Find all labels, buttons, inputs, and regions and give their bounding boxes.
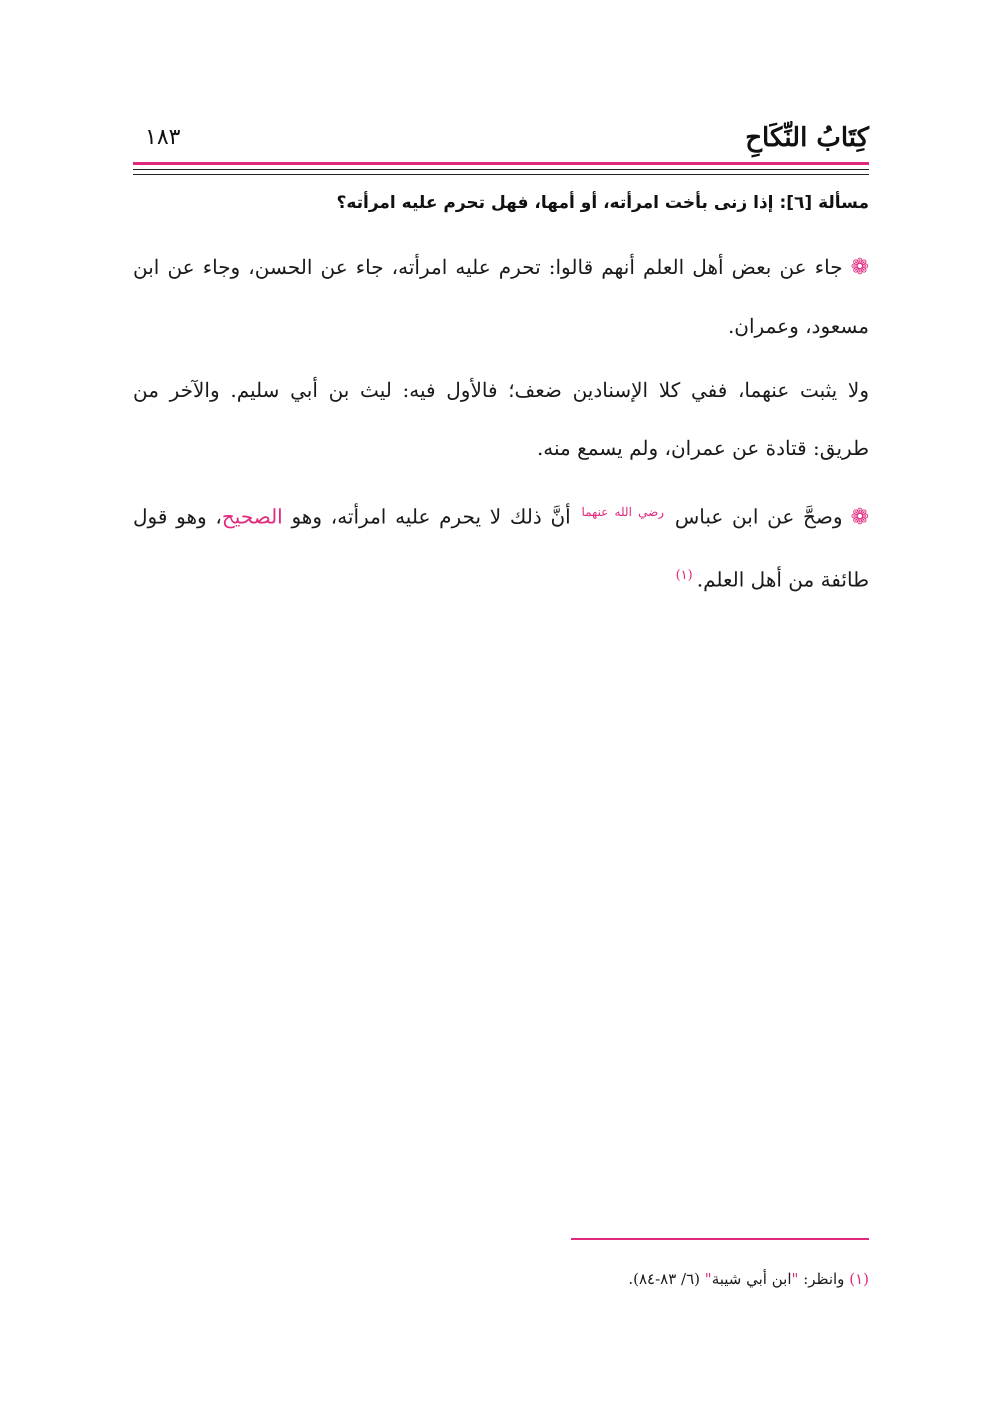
question-text: إذا زنى بأخت امرأته، أو أمها، فهل تحرم عليه امرأته؟ xyxy=(336,193,774,213)
open-quote: " xyxy=(791,1270,799,1288)
honorific-glyph: رضي الله عنهما xyxy=(581,505,665,519)
paragraph-2 xyxy=(133,361,869,477)
footnote-divider xyxy=(571,1238,869,1240)
header-rule-top xyxy=(133,169,869,170)
question-heading xyxy=(133,186,869,220)
paragraph-3 xyxy=(133,483,869,608)
paragraph-3-text-middle: أنَّ ذلك لا يحرم عليه امرأته، وهو xyxy=(291,504,571,529)
close-quote: " xyxy=(704,1270,712,1288)
footnote-source: ابن أبي شيبة xyxy=(711,1270,792,1288)
page-header xyxy=(133,118,869,162)
paragraph-1 xyxy=(133,238,869,355)
highlight-word: الصحيح xyxy=(221,504,283,529)
footnote-reference[interactable]: (١) xyxy=(675,567,693,583)
header-rule-accent xyxy=(133,162,869,165)
page-number: ١٨٣ xyxy=(145,125,181,150)
chapter-title: كِتَابُ النِّكَاحِ xyxy=(745,123,869,153)
header-rule-bottom xyxy=(133,174,869,175)
flower-ornament-icon: ❁ xyxy=(850,504,870,530)
paragraph-1-text: جاء عن بعض أهل العلم أنهم قالوا: تحرم عليه امرأته، جاء عن الحسن، وجاء عن ابن مسعود، وعمران. xyxy=(133,255,869,338)
footnote xyxy=(133,1264,869,1294)
footnote-prefix: وانظر: xyxy=(803,1270,845,1288)
footnote-reference-text: (٦/ ٨٣-٨٤). xyxy=(628,1270,701,1288)
question-label: مسألة [٦]: xyxy=(779,193,869,213)
flower-ornament-icon: ❁ xyxy=(850,255,869,280)
footnote-number: (١) xyxy=(849,1270,869,1288)
paragraph-3-text-end: ، وهو قول طائفة من أهل العلم. xyxy=(133,504,869,592)
paragraph-3-text-start: وصحَّ عن ابن عباس xyxy=(674,504,843,529)
page-content xyxy=(133,186,869,614)
paragraph-2-text: ولا يثبت عنهما، ففي كلا الإسنادين ضعف؛ فالأول فيه: ليث بن أبي سليم. والآخر من طريق: قتادة عن عمران، ولم يسمع منه. xyxy=(133,378,869,460)
